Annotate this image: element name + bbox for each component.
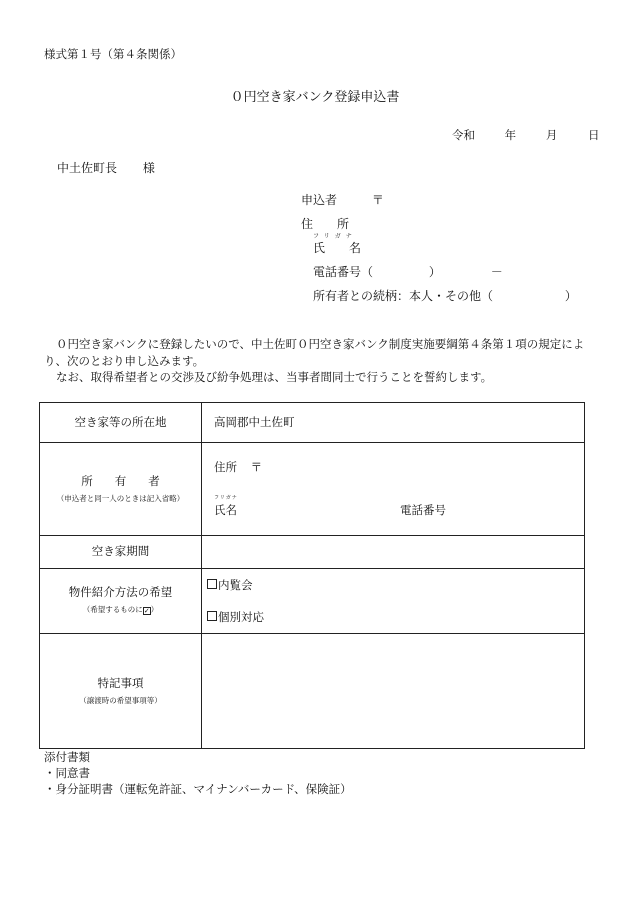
method-label-cell <box>40 569 202 634</box>
option-viewing-label: 内覧会 <box>218 578 253 592</box>
property-table <box>39 402 585 749</box>
applicant-address-label: 住 所 <box>301 217 350 231</box>
attachment-item-consent: ・同意書 <box>44 766 90 780</box>
owner-value-cell[interactable] <box>202 443 585 536</box>
attachments-heading: 添付書類 <box>44 750 90 764</box>
owner-note: （申込者と同一人のときは記入省略） <box>56 493 185 503</box>
method-value-cell <box>202 569 585 634</box>
remarks-label: 特記事項 <box>97 676 144 690</box>
document-title: ０円空き家バンク登録申込書 <box>230 90 400 105</box>
form-number: 様式第１号（第４条関係） <box>44 47 182 61</box>
owner-row <box>40 443 585 536</box>
applicant-furigana: フリガナ <box>313 233 357 240</box>
addressee-name: 中土佐町長 <box>57 161 118 175</box>
location-value: 高岡郡中土佐町 <box>202 403 585 443</box>
option-viewing[interactable] <box>207 579 253 592</box>
owner-phone-label: 電話番号 <box>400 503 446 517</box>
applicant-postal-mark: 〒 <box>371 193 384 207</box>
checkbox-icon[interactable] <box>207 579 217 589</box>
method-note-pre: （希望するものに <box>82 604 143 614</box>
checked-box-icon: ✓ <box>143 606 150 615</box>
remarks-value[interactable] <box>202 634 585 749</box>
vacancy-value[interactable] <box>202 536 585 569</box>
remarks-label-cell <box>40 634 202 749</box>
applicant-relation-label: 所有者との続柄：本人・その他（ <box>313 289 494 303</box>
owner-label: 所有者 <box>81 474 182 488</box>
addressee-honorific: 様 <box>142 161 155 175</box>
applicant-phone-row <box>313 266 503 278</box>
addressee <box>57 162 155 174</box>
applicant-phone-close: ） <box>428 265 441 279</box>
application-paragraph: ０円空き家バンクに登録したいので、中土佐町０円空き家バンク制度実施要綱第４条第１項の規定により、次のとおり申し込みます。 <box>44 337 585 368</box>
owner-address-label: 住所 <box>214 460 237 474</box>
method-note <box>40 606 201 615</box>
checkbox-icon[interactable] <box>207 611 217 621</box>
applicant-phone-open: （ <box>361 265 374 279</box>
applicant-name-label: 氏 名 <box>313 241 362 255</box>
applicant-relation-row <box>313 290 577 302</box>
owner-address-row <box>214 462 262 474</box>
date-day: 日 <box>587 128 600 142</box>
date-era: 令和 <box>452 128 475 142</box>
owner-furigana: フリガナ <box>214 495 238 501</box>
date-year: 年 <box>504 128 517 142</box>
date-line <box>452 130 599 142</box>
vacancy-row <box>40 536 585 569</box>
applicant-phone-dash: － <box>490 265 503 279</box>
method-row <box>40 569 585 634</box>
date-month: 月 <box>545 128 558 142</box>
remarks-note: （譲渡時の希望事項等） <box>79 695 162 705</box>
owner-postal-mark: 〒 <box>250 460 263 474</box>
applicant-relation-close: ） <box>564 289 577 303</box>
option-individual-label: 個別対応 <box>218 610 264 624</box>
applicant-label: 申込者 <box>301 193 338 207</box>
method-label: 物件紹介方法の希望 <box>68 585 173 600</box>
pledge-paragraph: なお、取得希望者との交渉及び紛争処理は、当事者間同士で行うことを誓約します。 <box>56 370 493 384</box>
location-row <box>40 403 585 443</box>
owner-name-label: 氏名 <box>214 503 237 517</box>
applicant-label-row <box>301 194 384 206</box>
owner-label-cell <box>40 443 202 536</box>
applicant-phone-label: 電話番号 <box>313 265 362 279</box>
option-individual[interactable] <box>207 611 264 624</box>
vacancy-label: 空き家期間 <box>40 536 202 569</box>
remarks-row <box>40 634 585 749</box>
location-label: 空き家等の所在地 <box>40 403 202 443</box>
attachment-item-id: ・身分証明書（運転免許証、マイナンバーカード、保険証） <box>44 782 352 796</box>
method-note-post: ） <box>150 604 159 614</box>
